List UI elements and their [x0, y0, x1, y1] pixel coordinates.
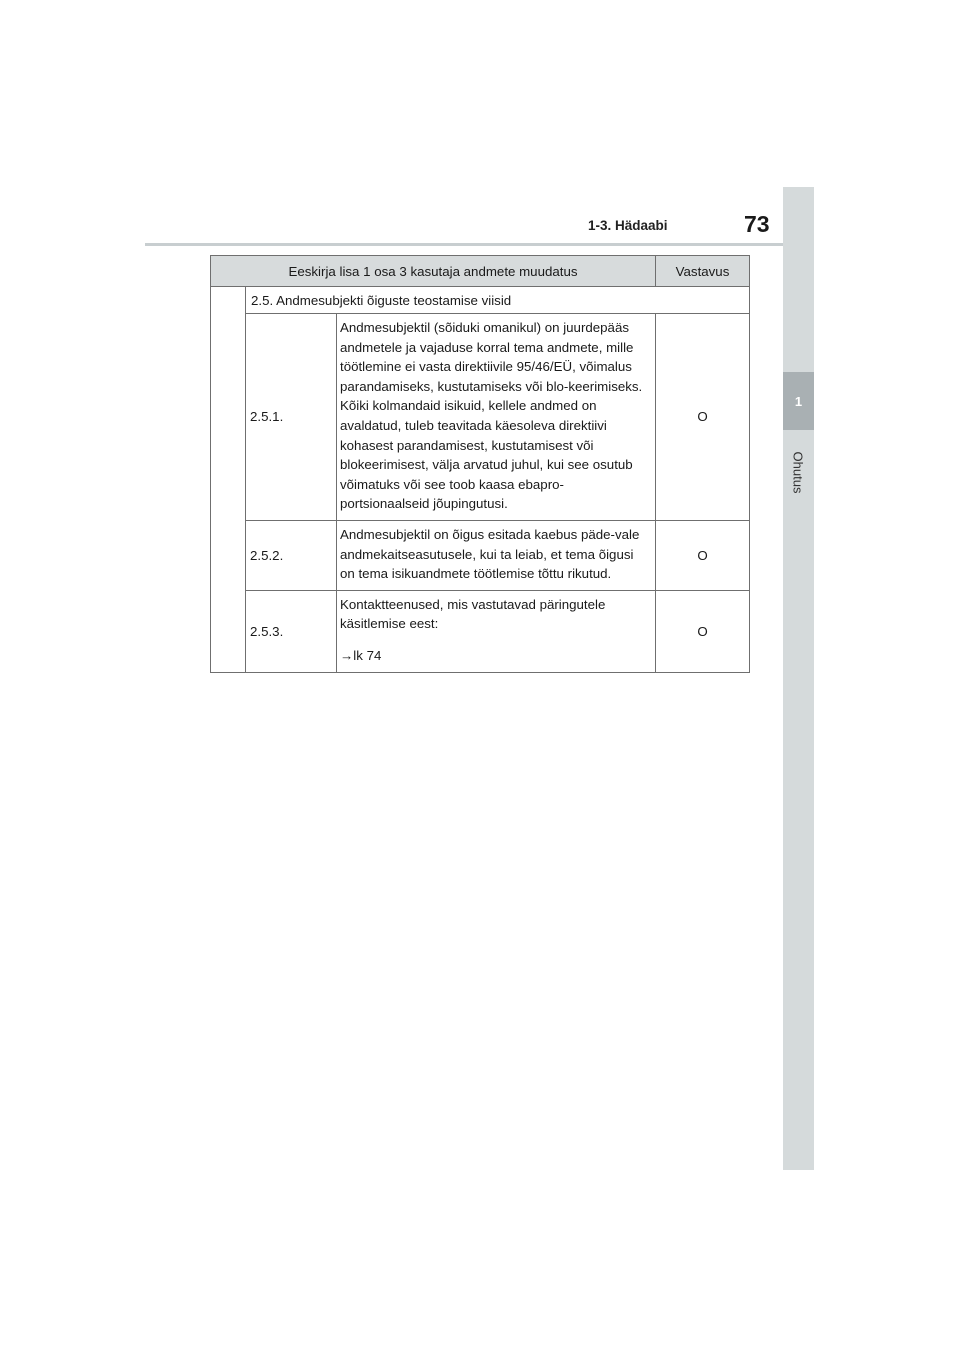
header-modification: Eeskirja lisa 1 osa 3 kasutaja andmete muudatus [211, 256, 656, 287]
table-subheading: 2.5. Andmesubjekti õiguste teostamise viisid [246, 287, 750, 314]
page-reference-link[interactable]: →lk 74 [340, 647, 382, 663]
row-description: Kontaktteenused, mis vastutavad päringutele käsitlemise eest: [340, 596, 606, 632]
row-description: Andmesubjektil (sõiduki omanikul) on juurdepääs andmetele ja vajaduse korral tema andmete, mille töötlemine ei vasta direktiivile 95/46/EÜ, võimalus parandamiseks, kustutamiseks või blo-keerimiseks. Kõiki kolmandaid isikuid, kellele andmed on avaldatud, tuleb teavitada käesoleva direktiivi kohasest parandamisest, kustutamisest või blokeerimisest, välja arvatud juhul, kui see osutub võimatuks või see toob kaasa ebapro-portsionaalseid jõupingutusi. [337, 314, 656, 521]
row-number: 2.5.1. [246, 314, 337, 521]
table-header-row [211, 256, 750, 287]
page-number: 73 [744, 211, 770, 237]
row-description-cell [337, 590, 656, 672]
data-changes-table [210, 255, 750, 673]
header-rule [145, 243, 783, 246]
table-row [211, 314, 750, 521]
chapter-title: Ohutus [790, 451, 806, 494]
table-row [211, 520, 750, 590]
chapter-side-tab [783, 187, 814, 1170]
row-compliance: O [656, 590, 750, 672]
row-number: 2.5.3. [246, 590, 337, 672]
chapter-number-tab[interactable]: 1 [783, 372, 814, 430]
table-row [211, 590, 750, 672]
table-indent-cell [211, 287, 246, 673]
table-subheading-row [211, 287, 750, 314]
row-compliance: O [656, 314, 750, 521]
section-title: 1-3. Hädaabi [588, 218, 668, 233]
header-compliance: Vastavus [656, 256, 750, 287]
row-description: Andmesubjektil on õigus esitada kaebus päde-vale andmekaitseasutusele, kui ta leiab, et tema õigusi on tema isikuandmete töötlemise tõttu rikutud. [337, 520, 656, 590]
row-compliance: O [656, 520, 750, 590]
row-number: 2.5.2. [246, 520, 337, 590]
